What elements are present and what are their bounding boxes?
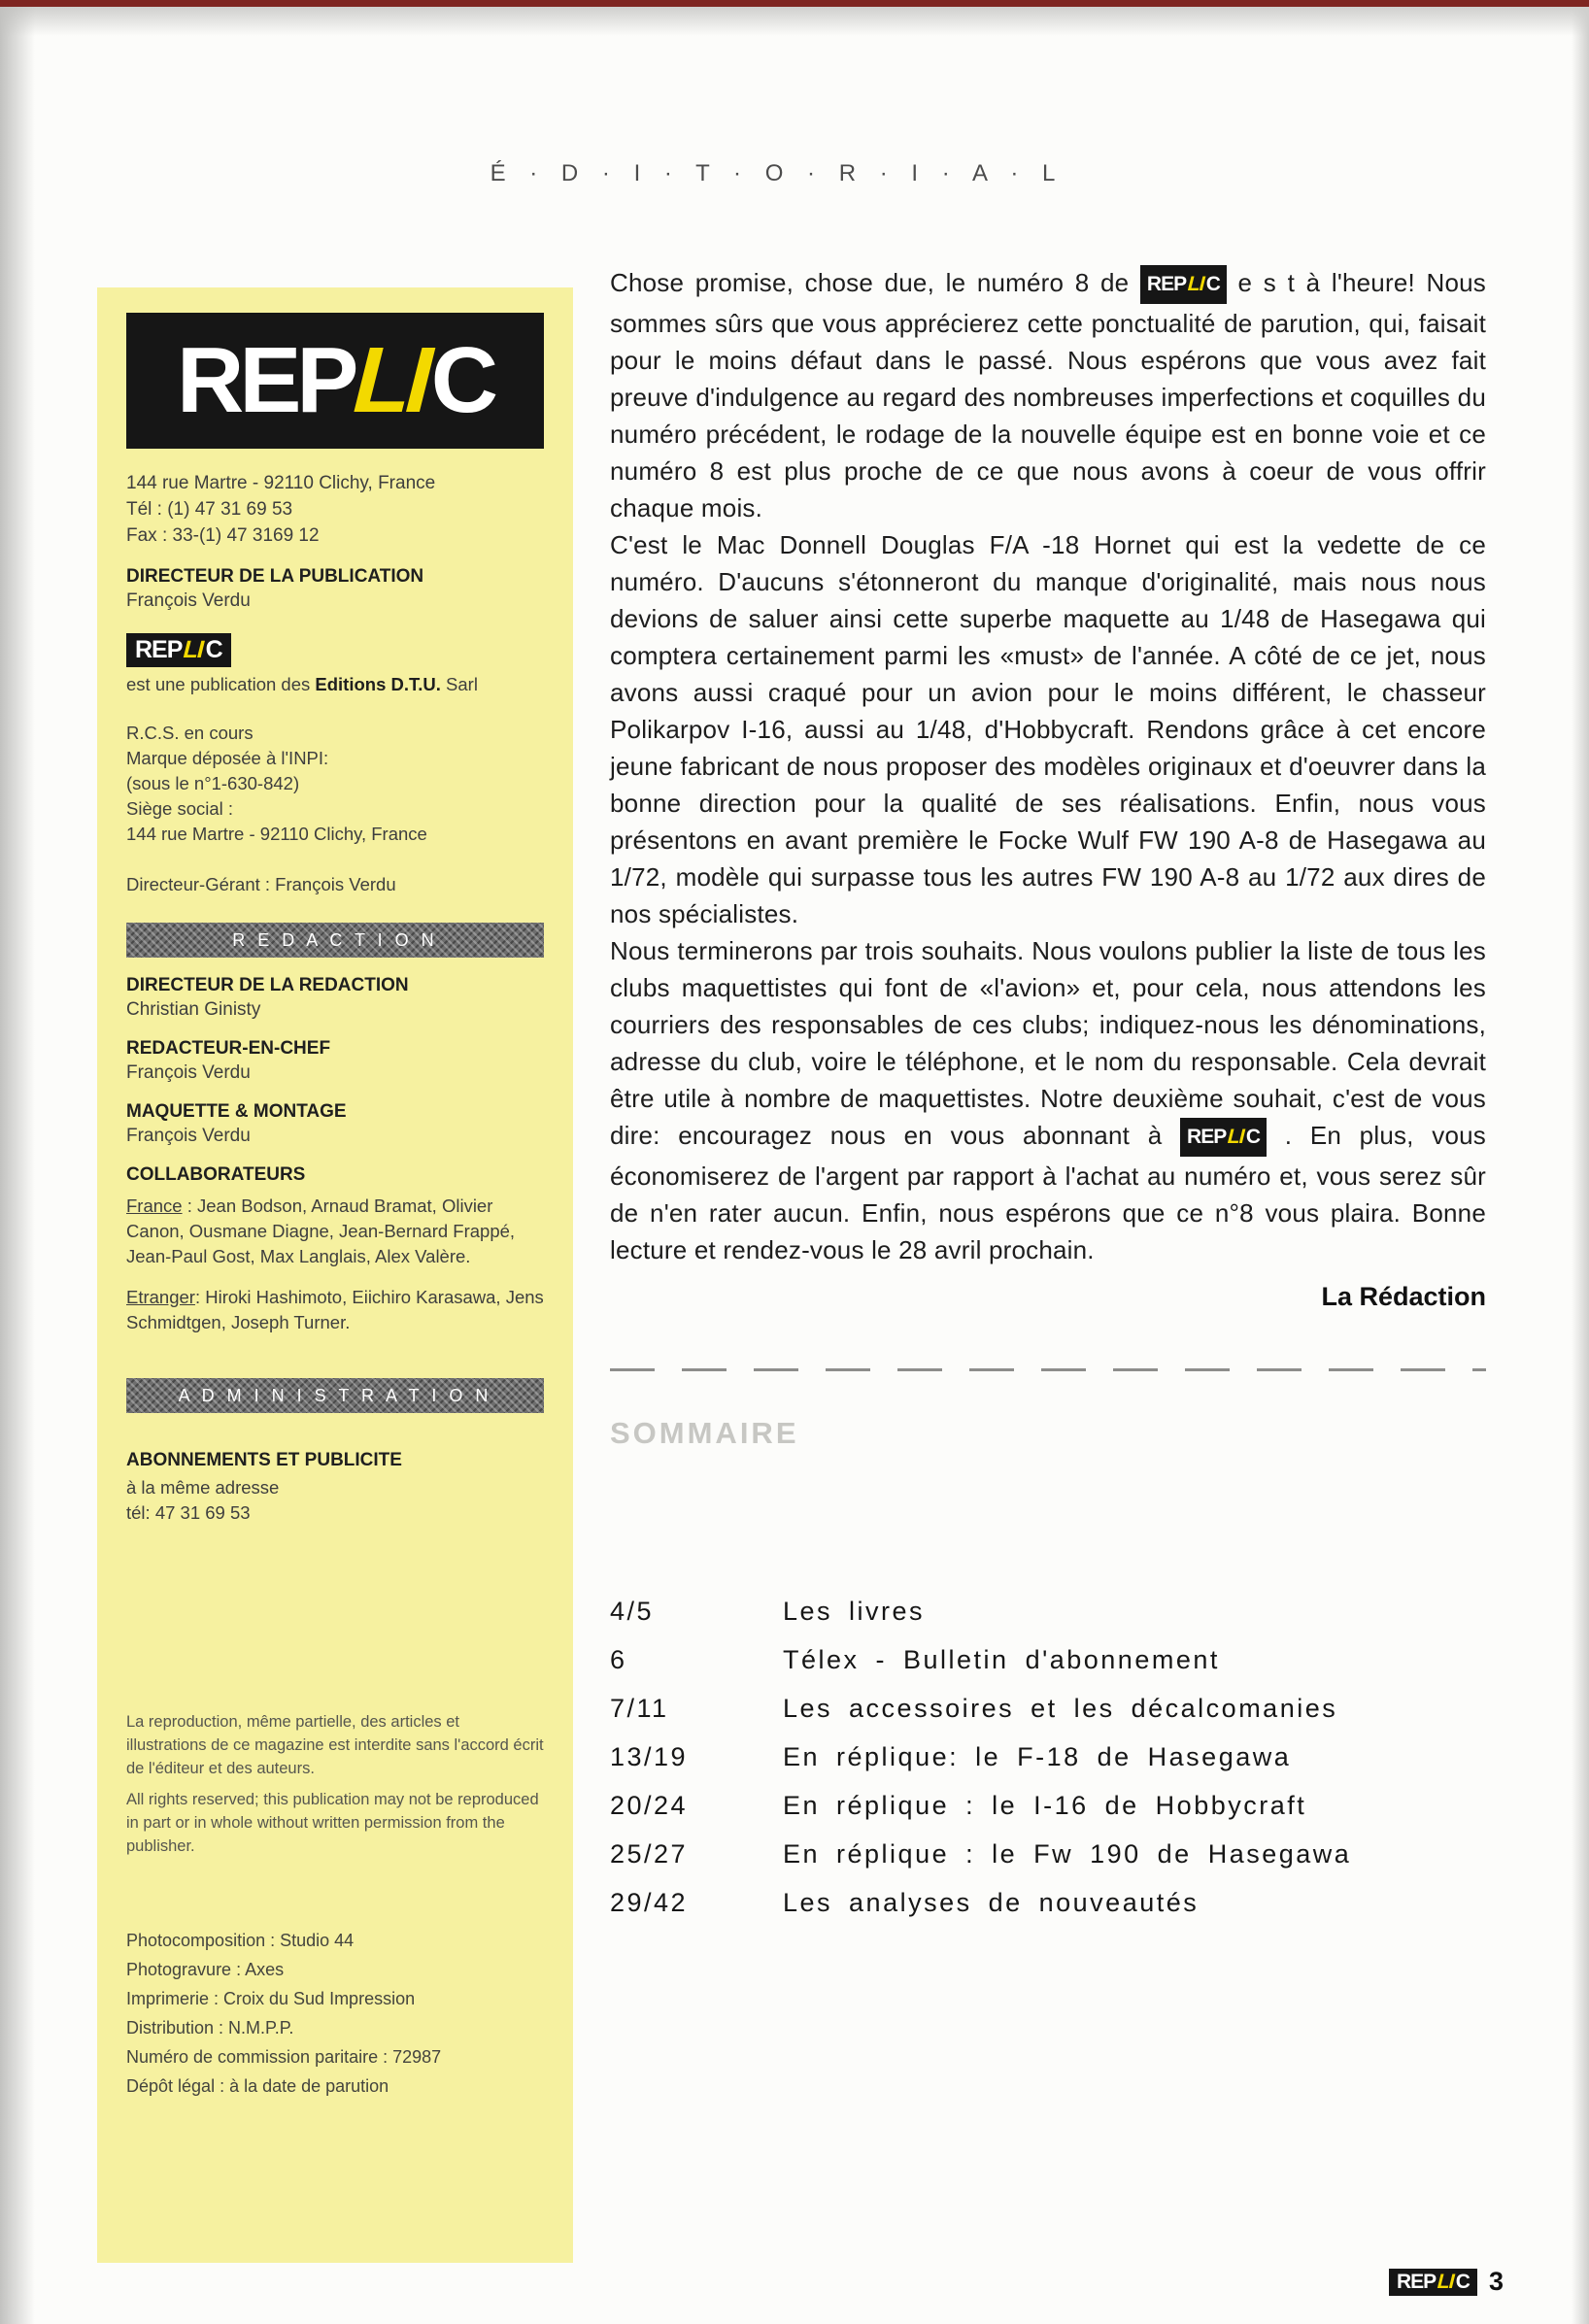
editorial-p1-before: Chose promise, chose due, le numéro 8 de — [610, 268, 1140, 297]
toc-title: Télex - Bulletin d'abonnement — [783, 1645, 1220, 1674]
page-number: 3 — [1488, 2267, 1504, 2296]
logo-text-rep: REP — [1187, 1126, 1227, 1148]
editor-in-chief-label: REDACTEUR-EN-CHEF — [126, 1038, 331, 1059]
editorial-paragraph — [610, 264, 1486, 526]
production-credits — [126, 1926, 544, 2101]
collaborators-label: COLLABORATEURS — [126, 1164, 306, 1185]
logo-text-li: LI — [1185, 273, 1207, 295]
dashed-divider — [610, 1368, 1486, 1371]
toc-row — [610, 1684, 1486, 1733]
subscriptions-label: ABONNEMENTS ET PUBLICITE — [126, 1450, 402, 1470]
collaborators-etranger-names: : Hiroki Hashimoto, Eiichiro Karasawa, Jens Schmidtgen, Joseph Turner. — [126, 1287, 544, 1332]
toc-row — [610, 1781, 1486, 1830]
toc-row — [610, 1587, 1486, 1635]
toc-title: Les accessoires et les décalcomanies — [783, 1694, 1338, 1723]
publication-note-editions: Editions D.T.U. — [315, 674, 441, 694]
collaborators-france — [126, 1194, 544, 1269]
toc-pages: 25/27 — [610, 1839, 689, 1869]
production-line: Imprimerie : Croix du Sud Impression — [126, 1989, 416, 2008]
reproduction-notice-en: All rights reserved; this publication may not be reproduced in part or in whole without written permission from the publisher. — [126, 1791, 539, 1855]
page-title: É · D · I · T · O · R · I · A · L — [490, 160, 1065, 186]
collaborators-etranger-label: Etranger — [126, 1287, 195, 1307]
editorial-column — [610, 264, 1486, 1927]
toc-row — [610, 1733, 1486, 1781]
logo-text-rep: REP — [1146, 273, 1187, 295]
page-footer — [1389, 2267, 1504, 2297]
legal-line: R.C.S. en cours — [126, 723, 254, 743]
toc-row — [610, 1830, 1486, 1878]
toc-pages: 7/11 — [610, 1694, 669, 1723]
reproduction-notice — [126, 1710, 544, 1858]
replic-logo-inline — [1180, 1118, 1267, 1157]
scan-top-edge — [0, 0, 1589, 7]
toc-pages: 6 — [610, 1645, 627, 1674]
publication-note-prefix: est une publication des — [126, 674, 316, 694]
toc-pages: 4/5 — [610, 1597, 655, 1626]
masthead-sidebar — [97, 287, 573, 2263]
editorial-paragraph — [610, 526, 1486, 932]
collaborators-etranger — [126, 1285, 544, 1335]
toc-pages: 29/42 — [610, 1888, 689, 1917]
redaction-director-name: Christian Ginisty — [126, 999, 261, 1020]
logo-text-c: C — [1205, 273, 1220, 295]
logo-text-rep: REP — [176, 328, 355, 432]
legal-line: 144 rue Martre - 92110 Clichy, France — [126, 824, 427, 844]
toc-row — [610, 1635, 1486, 1684]
subscriptions-block — [126, 1475, 544, 1526]
toc-pages: 20/24 — [610, 1791, 689, 1820]
subscriptions-line: à la même adresse — [126, 1477, 280, 1498]
toc-title: En réplique : le Fw 190 de Hasegawa — [783, 1839, 1352, 1869]
production-line: Dépôt légal : à la date de parution — [126, 2076, 389, 2096]
logo-text-c: C — [430, 328, 494, 432]
signature: La Rédaction — [1321, 1282, 1486, 1311]
sommaire-title: SOMMAIRE — [610, 1416, 799, 1450]
replic-logo — [126, 313, 544, 449]
replic-logo-inline — [1140, 265, 1227, 304]
layout-label: MAQUETTE & MONTAGE — [126, 1101, 347, 1122]
toc-title: En réplique: le F-18 de Hasegawa — [783, 1742, 1292, 1771]
layout-name: François Verdu — [126, 1126, 251, 1146]
collaborators-france-names: : Jean Bodson, Arnaud Bramat, Olivier Canon, Ousmane Diagne, Jean-Bernard Frappé, Jean-Paul Gost, Max Langlais, Alex Valère. — [126, 1196, 516, 1266]
editorial-p3-after: . En plus, vous économiserez de l'argent par rapport à l'achat au numéro et, vous serez sûr de n'en rater aucun. Enfin, nous espérons que ce n°8 vous plaira. Bonne lecture et rendez-vous le 28 avril prochain. — [610, 1121, 1486, 1264]
reproduction-notice-fr: La reproduction, même partielle, des articles et illustrations de ce magazine est interdite sans l'accord écrit de l'éditeur et des auteurs. — [126, 1713, 544, 1777]
logo-text-rep: REP — [135, 636, 183, 663]
legal-line: (sous le n°1-630-842) — [126, 773, 300, 793]
editorial-p1-after: e s t à l'heure! Nous sommes sûrs que vous apprécierez cette ponctualité de parution, qui, faisait pour le moins défaut dans le passé. Nous espérons que vous avez fait preuve d'indulgence au regard des nombreuses imperfections et coquilles du numéro précédent, le rodage de la nouvelle équipe est en bonne voie et ce numéro 8 est plus proche de ce que nous avons à coeur de vous offrir chaque mois. — [610, 268, 1486, 522]
publication-note — [126, 674, 544, 695]
scan-edge-top — [0, 7, 1589, 36]
publication-director-label: DIRECTEUR DE LA PUBLICATION — [126, 566, 424, 587]
table-of-contents — [610, 1587, 1486, 1927]
production-line: Distribution : N.M.P.P. — [126, 2018, 294, 2038]
production-line: Numéro de commission paritaire : 72987 — [126, 2047, 442, 2067]
address-line: 144 rue Martre - 92110 Clichy, France — [126, 473, 436, 493]
publication-note-suffix: Sarl — [440, 674, 478, 694]
toc-title: En réplique : le I-16 de Hobbycraft — [783, 1791, 1307, 1820]
redaction-director-label: DIRECTEUR DE LA REDACTION — [126, 975, 409, 995]
legal-block — [126, 721, 544, 847]
production-line: Photogravure : Axes — [126, 1960, 285, 1979]
address-block — [126, 470, 544, 549]
scan-edge-right — [1572, 7, 1589, 2324]
replic-logo-small — [126, 633, 231, 667]
editorial-p3-before: Nous terminerons par trois souhaits. Nous voulons publier la liste de tous les clubs maquettistes qui font de «l'avion» et, pour cela, nous attendons les courriers des responsables de ces clubs; indiquez-nous les dénominations, adresse du club, voire le téléphone, et le nom du responsable. Cela devrait être utile à nombre de maquettistes. Notre deuxième souhait, c'est de vous dire: encouragez nous en vous abonnant à — [610, 936, 1486, 1150]
small-logo-row — [126, 633, 544, 667]
publication-director-name: François Verdu — [126, 590, 251, 611]
logo-text-li: LI — [1435, 2270, 1457, 2293]
administration-section-band: A D M I N I S T R A T I O N — [126, 1378, 544, 1413]
toc-pages: 13/19 — [610, 1742, 689, 1771]
replic-logo-footer — [1389, 2269, 1477, 2296]
logo-text-rep: REP — [1396, 2270, 1437, 2293]
legal-line: Marque déposée à l'INPI: — [126, 748, 329, 768]
redaction-section-band: R E D A C T I O N — [126, 923, 544, 958]
manager-line: Directeur-Gérant : François Verdu — [126, 874, 396, 894]
editorial-p2: C'est le Mac Donnell Douglas F/A -18 Hornet qui est la vedette de ce numéro. D'aucuns s'étonneront du manque d'originalité, mais nous nous devions de saluer ainsi cette superbe maquette au 1/48 de Hasegawa qui comptera certainement parmi les «must» de l'année. A côté de ce jet, nous avons aussi craqué pour un avion pour le moins différent, le chasseur Polikarpov I-16, aussi au 1/48, d'Hobbycraft. Rendons grâce à cet encore jeune fabricant de nous proposer des modèles originaux et d'oeuvrer dans la bonne direction pour la qualité de ses réalisations. Enfin, nous vous présentons en avant première le Focke Wulf FW 190 A-8 de Hasegawa au 1/72, modèle qui surpasse tous les autres FW 190 A-8 au 1/72 aux dires de nos spécialistes. — [610, 530, 1486, 928]
editorial-body — [610, 264, 1486, 1268]
address-line: Tél : (1) 47 31 69 53 — [126, 499, 293, 520]
logo-text-li: LI — [1225, 1126, 1247, 1148]
collaborators-france-label: France — [126, 1196, 183, 1216]
subscriptions-line: tél: 47 31 69 53 — [126, 1502, 251, 1523]
logo-text-c: C — [1245, 1126, 1261, 1148]
toc-row — [610, 1878, 1486, 1927]
toc-title: Les analyses de nouveautés — [783, 1888, 1200, 1917]
production-line: Photocomposition : Studio 44 — [126, 1931, 355, 1950]
toc-title: Les livres — [783, 1597, 926, 1626]
editor-in-chief-name: François Verdu — [126, 1062, 251, 1083]
address-line: Fax : 33-(1) 47 3169 12 — [126, 525, 320, 546]
editorial-paragraph — [610, 932, 1486, 1268]
logo-text-c: C — [205, 636, 222, 663]
logo-text-c: C — [1455, 2270, 1470, 2293]
logo-text-li: LI — [181, 636, 208, 663]
legal-line: Siège social : — [126, 798, 234, 819]
logo-text-li: LI — [343, 328, 443, 432]
scan-edge-left — [0, 7, 35, 2324]
